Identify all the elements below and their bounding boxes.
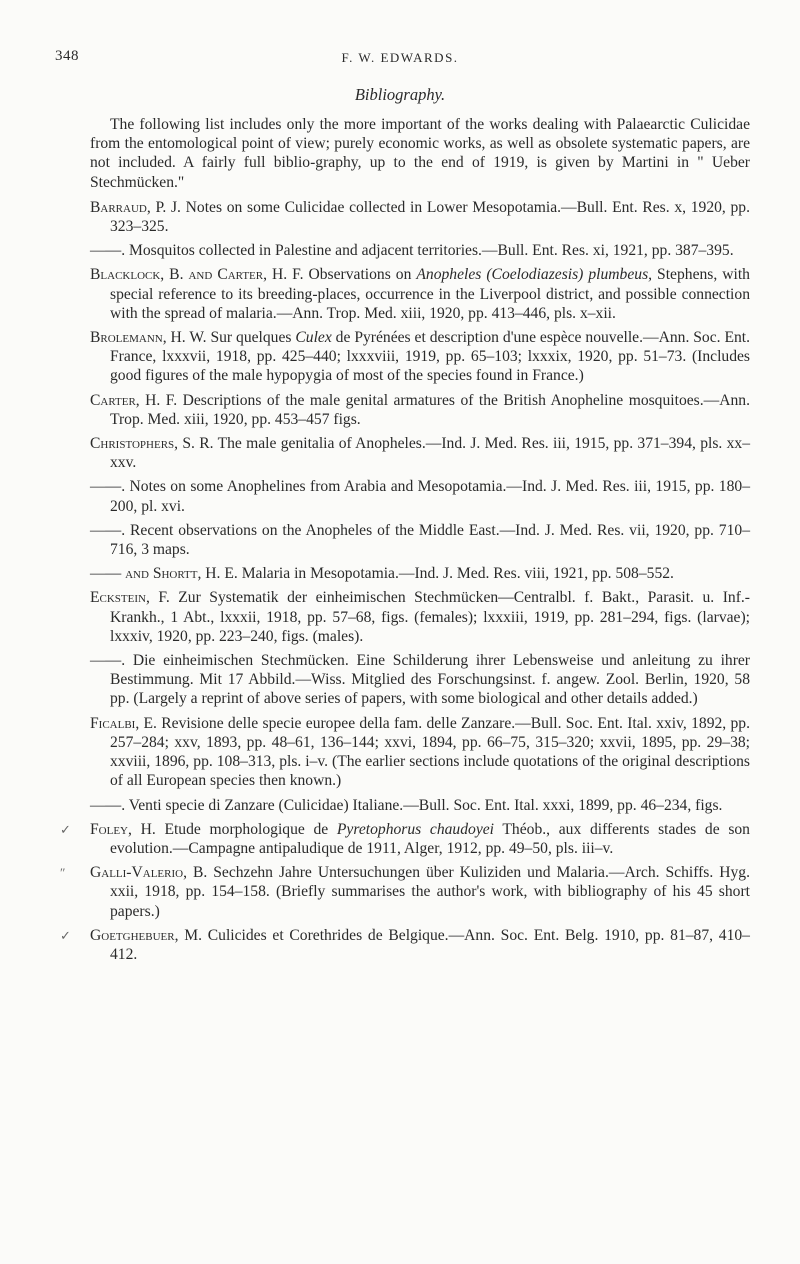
entry-citation: Notes on some Anophelines from Arabia and Mesopotamia.—Ind. J. Med. Res. iii, 1915, pp. 180–200, pl. xvi. xyxy=(110,478,750,515)
page-number: 348 xyxy=(55,48,79,64)
margin-check-mark: ✓ xyxy=(60,821,71,837)
margin-check-mark: ✓ xyxy=(60,927,71,943)
entry-citation: Mosquitos collected in Palestine and adjacent territories.—Bull. Ent. Res. xi, 1921, pp. 387–395. xyxy=(129,242,734,260)
entry-author: Christophers, S. R. xyxy=(90,435,214,453)
running-head: F. W. EDWARDS. xyxy=(341,50,459,65)
bibliography-body xyxy=(60,115,751,969)
bibliography-entry xyxy=(90,434,750,472)
entry-author: ——. xyxy=(90,478,126,496)
entry-citation: Malaria in Mesopotamia.—Ind. J. Med. Res. viii, 1921, pp. 508–552. xyxy=(241,565,674,583)
entry-citation: Culicides et Corethrides de Belgique.—Ann. Soc. Ent. Belg. 1910, pp. 81–87, 410–412. xyxy=(110,926,750,963)
entry-citation: Sechzehn Jahre Untersuchungen über Kuliziden und Malaria.—Arch. Schiffs. Hyg. xxii, 1918, pp. 154–158. (Briefly summarises the author's work, with bibliography of his 45 short papers.) xyxy=(110,864,750,920)
bibliography-entry xyxy=(60,863,750,921)
entry-author: ——. xyxy=(90,796,126,814)
bibliography-entry xyxy=(90,265,750,323)
section-title: Bibliography. xyxy=(354,85,446,104)
entry-author: Eckstein, F. xyxy=(90,589,170,607)
bibliography-entry xyxy=(90,241,750,260)
entry-author: ——. xyxy=(90,652,126,670)
entry-author: ——. xyxy=(90,521,126,539)
entry-author: Barraud, P. J. xyxy=(90,198,181,216)
entry-citation: Revisione delle specie europee della fam. delle Zanzare.—Bull. Soc. Ent. Ital. xxiv, 1892, pp. 257–284; xxv, 1893, pp. 48–61, 136–144; xxvi, 1894, pp. 66–75, 315–320; xxvii, 1895, pp. 29–38; xxviii, 1896, pp. 108–313, pls. i–v. (The earlier sections include quotations of the original descriptions of all European species then known.) xyxy=(110,714,750,790)
bibliography-entry xyxy=(90,521,750,559)
entry-author: Brolemann, H. W. xyxy=(90,329,207,347)
entry-citation: Zur Systematik der einheimischen Stechmücken—Centralbl. f. Bakt., Parasit. u. Inf.-Krankh., 1 Abt., lxxxii, 1918, pp. 57–68, figs. (females); lxxxiii, 1919, pp. 281–294, figs. (larvae); lxxxiv, 1920, pp. 223–240, figs. (males). xyxy=(110,589,750,645)
entry-author: —— and Shortt, H. E. xyxy=(90,565,238,583)
bibliography-entry xyxy=(90,796,750,815)
entry-author: ——. xyxy=(90,242,126,260)
entry-taxon-name: Anopheles (Coelodiazesis) plumbeus, xyxy=(416,266,653,284)
entry-author: Goetghebuer, M. xyxy=(90,926,202,944)
entry-title-start: Sur quelques xyxy=(210,329,296,347)
bibliography-entry xyxy=(60,820,750,858)
entry-citation: Théob., aux differents stades de son evolution.—Campagne antipaludique de 1911, Alger, 1912, pp. 49–50, pls. iii–v. xyxy=(110,820,750,857)
bibliography-entry xyxy=(90,588,750,646)
bibliography-entry xyxy=(90,391,750,429)
entry-citation: Descriptions of the male genital armatures of the British Anopheline mosquitoes.—Ann. Trop. Med. xiii, 1920, pp. 453–457 figs. xyxy=(110,391,750,428)
margin-check-mark: ″ xyxy=(60,865,66,881)
entry-author: Foley, H. xyxy=(90,820,156,838)
entry-taxon-name: Culex xyxy=(295,329,332,347)
bibliography-entry xyxy=(90,328,750,386)
bibliography-entry xyxy=(90,198,750,236)
entry-author: Blacklock, B. and Carter, H. F. xyxy=(90,266,304,284)
bibliography-entry xyxy=(90,651,750,709)
entry-author: Ficalbi, E. xyxy=(90,714,157,732)
bibliography-entry xyxy=(90,714,750,791)
entry-title-start: Etude morphologique de xyxy=(164,820,337,838)
entry-citation: Notes on some Culicidae collected in Lower Mesopotamia.—Bull. Ent. Res. x, 1920, pp. 323–325. xyxy=(110,198,750,236)
entry-taxon-name: Pyretophorus chaudoyei xyxy=(336,820,494,838)
entry-title-start: Observations on xyxy=(308,266,417,284)
intro-paragraph: The following list includes only the more important of the works dealing with Palaearctic Culicidae from the entomological point of view; purely economic works, as well as obsolete systematic papers, are not included. A fairly full biblio-graphy, up to the end of 1919, is given by Martini in " Ueber Stechmücken." xyxy=(90,116,750,191)
bibliography-list xyxy=(60,198,751,964)
bibliography-entry xyxy=(90,564,750,583)
entry-citation: Die einheimischen Stechmücken. Eine Schilderung ihrer Lebensweise und anleitung zu ihrer Bestimmung. Mit 17 Abbild.—Wiss. Mitglied des Forschungsinst. f. angew. Zool. Berlin, 1920, 58 pp. (Largely a reprint of above series of papers, with some biological and other details added.) xyxy=(110,652,751,708)
entry-citation: Stephens, with special reference to its breeding-places, occurrence in the Liverpool district, and possible connection with the spread of malaria.—Ann. Trop. Med. xiii, 1920, pp. 413–446, pls. x–xii. xyxy=(110,266,750,322)
entry-author: Carter, H. F. xyxy=(90,391,178,409)
entry-citation: Recent observations on the Anopheles of the Middle East.—Ind. J. Med. Res. vii, 1920, pp. 710–716, 3 maps. xyxy=(110,521,750,559)
bibliography-entry xyxy=(90,477,750,515)
entry-author: Galli-Valerio, B. xyxy=(90,864,208,882)
bibliography-entry xyxy=(60,926,750,964)
entry-citation: de Pyrénées et description d'une espèce nouvelle.—Ann. Soc. Ent. France, lxxxvii, 1918, pp. 425–440; lxxxviii, 1919, pp. 65–103; lxxxix, 1920, pp. 51–73. (Includes good figures of the male hypopygia of most of the species found in France.) xyxy=(110,329,751,385)
entry-citation: Venti specie di Zanzare (Culicidae) Italiane.—Bull. Soc. Ent. Ital. xxxi, 1899, pp. 46–234, figs. xyxy=(128,796,723,814)
entry-citation: The male genitalia of Anopheles.—Ind. J. Med. Res. iii, 1915, pp. 371–394, pls. xx–xxv. xyxy=(110,435,750,472)
